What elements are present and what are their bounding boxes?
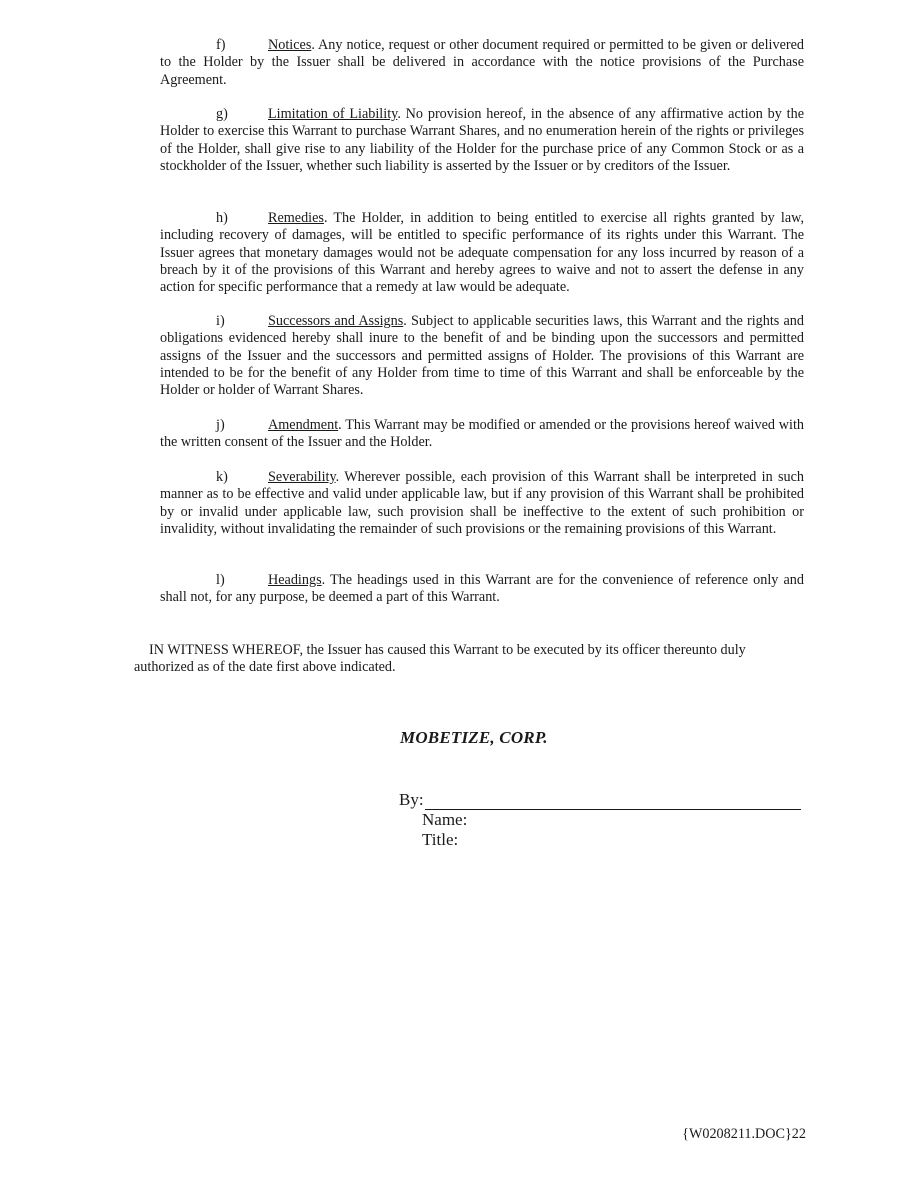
section-letter: k)	[216, 469, 228, 485]
section-heading: Severability	[268, 469, 336, 485]
section-letter: i)	[216, 313, 225, 329]
section-text: . Subject to applicable securities laws, this Warrant and the rights and obligations evidenced hereby shall inure to the benefit of and be binding upon the successors and permitted assigns of the Issuer and the successors and permitted assigns of Holder. The provisions of this Warrant are intended to be for the benefit of any Holder from time to time of this Warrant and shall be enforceable by the Holder or holder of Warrant Shares.	[160, 313, 804, 399]
section-letter: g)	[216, 106, 228, 122]
section-text: . Any notice, request or other document required or permitted to be given or delivered to the Holder by the Issuer shall be delivered in accordance with the notice provisions of the Purchase Agreement.	[160, 37, 804, 88]
section-letter: j)	[216, 417, 225, 433]
company-name: MOBETIZE, CORP.	[400, 728, 548, 747]
signature-line	[425, 794, 801, 810]
title-label: Title:	[422, 830, 459, 849]
section-letter: h)	[216, 210, 228, 226]
section-heading: Notices	[268, 37, 312, 53]
section-successors-and-assigns	[160, 313, 804, 399]
section-heading: Amendment	[268, 417, 339, 433]
section-heading: Remedies	[268, 210, 324, 226]
section-heading: Successors and Assigns	[268, 313, 404, 329]
section-letter: f)	[216, 37, 226, 53]
signature-block	[399, 790, 801, 850]
section-notices	[160, 37, 804, 89]
section-remedies	[160, 210, 804, 296]
section-heading: Limitation of Liability	[268, 106, 398, 122]
section-amendment	[160, 417, 804, 452]
section-limitation-of-liability	[160, 106, 804, 175]
by-label: By:	[399, 790, 424, 809]
witness-clause: IN WITNESS WHEREOF, the Issuer has caused this Warrant to be executed by its officer thereunto duly authorized as of the date first above indicated.	[134, 642, 746, 676]
section-severability	[160, 469, 804, 538]
section-text: . This Warrant may be modified or amended or the provisions hereof waived with the written consent of the Issuer and the Holder.	[160, 417, 804, 451]
document-footer-id: {W0208211.DOC}22	[682, 1126, 806, 1142]
section-letter: l)	[216, 572, 225, 588]
name-label: Name:	[422, 810, 468, 829]
section-text: . The headings used in this Warrant are for the convenience of reference only and shall not, for any purpose, be deemed a part of this Warrant.	[160, 572, 804, 606]
section-text: . The Holder, in addition to being entitled to exercise all rights granted by law, including recovery of damages, will be entitled to specific performance of its rights under this Warrant. The Issuer agrees that monetary damages would not be adequate compensation for any loss incurred by reason of a breach by it of the provisions of this Warrant and hereby agrees to waive and not to assert the defense in any action for specific performance that a remedy at law would be adequate.	[160, 210, 804, 296]
section-text: . No provision hereof, in the absence of any affirmative action by the Holder to exercise this Warrant to purchase Warrant Shares, and no enumeration herein of the rights or privileges of the Holder, shall give rise to any liability of the Holder for the purchase price of any Common Stock or as a stockholder of the Issuer, whether such liability is asserted by the Issuer or by creditors of the Issuer.	[160, 106, 805, 174]
signature-by-row	[399, 790, 801, 810]
section-headings	[160, 572, 804, 607]
section-heading: Headings	[268, 572, 322, 588]
section-text: . Wherever possible, each provision of this Warrant shall be interpreted in such manner as to be effective and valid under applicable law, but if any provision of this Warrant shall be prohibited by or invalid under applicable law, such provision shall be ineffective to the extent of such prohibition or invalidity, without invalidating the remainder of such provisions or the remaining provisions of this Warrant.	[160, 469, 804, 537]
